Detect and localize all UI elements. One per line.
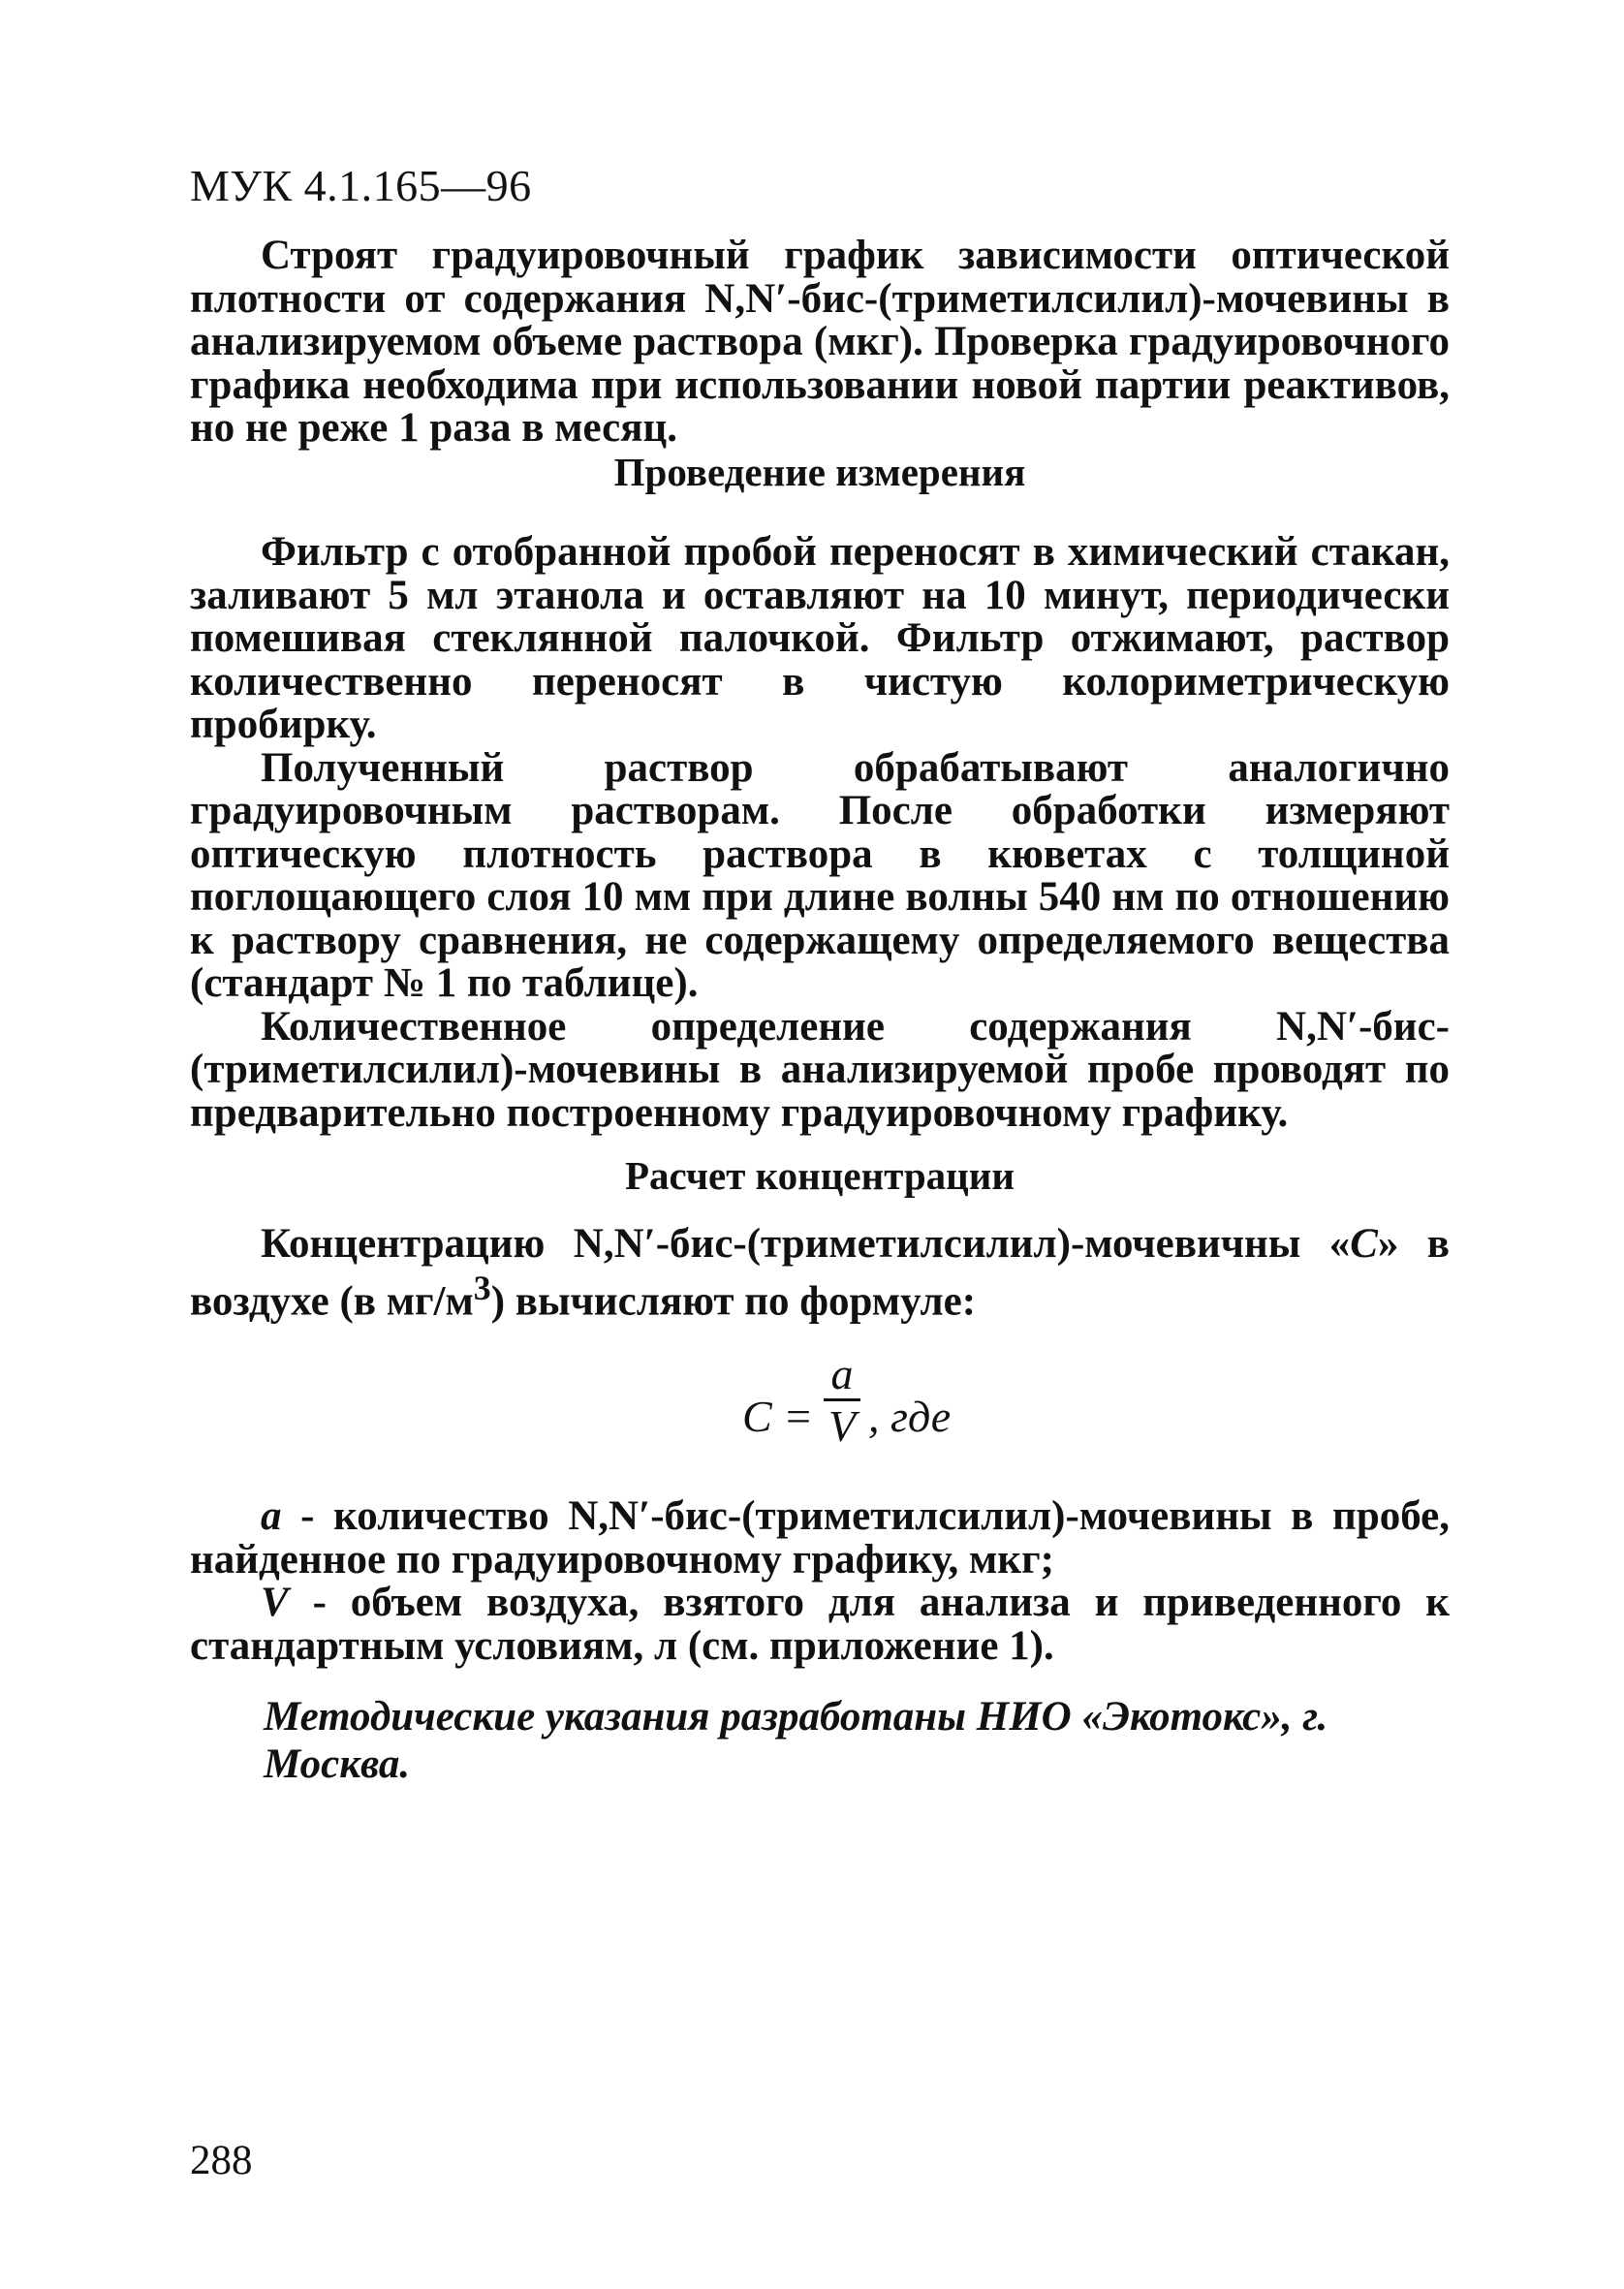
- concentration-symbol: С: [1350, 1221, 1378, 1267]
- formula-lhs: C =: [742, 1392, 814, 1441]
- concentration-formula: [190, 1349, 1450, 1458]
- variable-a-text: - количество N,N′-бис-(триметилсилил)-мочевины в пробе, найденное по градуировочному графику, мкг;: [190, 1493, 1450, 1583]
- formula-denominator: V: [828, 1401, 857, 1451]
- measurement-heading: Проведение измерения: [613, 450, 1026, 494]
- formula-fraction: [820, 1349, 864, 1451]
- formula-numerator: a: [830, 1349, 854, 1398]
- variable-a-symbol: a: [261, 1493, 282, 1539]
- calculation-paragraph: [190, 1223, 1450, 1323]
- calculation-text-end: ) вычисляют по формуле:: [490, 1277, 977, 1324]
- calculation-intro: [190, 1223, 1450, 1323]
- formula-tail: , где: [868, 1392, 952, 1441]
- measurement-section: [190, 448, 1450, 496]
- developer-note: Методические указания разработаны НИО «Экотокс», г. Москва.: [264, 1694, 1328, 1787]
- measurement-body: [190, 531, 1450, 1135]
- document-page: [190, 0, 1450, 2289]
- variables-section: [190, 1495, 1450, 1668]
- intro-paragraph: Строят градуировочный график зависимости оптической плотности от содержания N,N′-бис-(триметилсилил)-мочевины в анализируемом объеме раствора (мкг). Проверка градуировочного графика необходима при использовании новой партии реактивов, но не реже 1 раза в месяц.: [190, 233, 1450, 451]
- page-number: 288: [190, 2138, 253, 2183]
- measurement-paragraph-3: Количественное определение содержания N,N′-бис-(триметилсилил)-мочевины в анализируемой пробе проводят по предварительно построенному градуировочному графику.: [190, 1003, 1450, 1136]
- variable-a-definition: [190, 1495, 1450, 1582]
- document-code: МУК 4.1.165—96: [190, 161, 532, 210]
- intro-section: [190, 235, 1450, 451]
- measurement-paragraph-1: Фильтр с отобранной пробой переносят в химический стакан, заливают 5 мл этанола и оставляют на 10 минут, периодически помешивая стеклянной палочкой. Фильтр отжимают, раствор количественно переносят в чистую колориметрическую пробирку.: [190, 529, 1450, 747]
- calculation-section: [190, 1151, 1450, 1200]
- variable-v-text: - объем воздуха, взятого для анализа и приведенного к стандартным условиям, л (см. приложение 1).: [190, 1580, 1450, 1669]
- variable-v-symbol: V: [261, 1580, 289, 1625]
- variable-v-definition: [190, 1582, 1450, 1668]
- calculation-text-start: Концентрацию N,N′-бис-(триметилсилил)-мочевичны «: [261, 1221, 1351, 1267]
- calculation-text-mid: » в воздухе (в мг/м: [190, 1221, 1450, 1324]
- calculation-heading: Расчет концентрации: [624, 1153, 1015, 1198]
- measurement-paragraph-2: Полученный раствор обрабатывают аналогично градуировочным растворам. После обработки измеряют оптическую плотность раствора в кюветах с толщиной поглощающего слоя 10 мм при длине волны 540 нм по отношению к раствору сравнения, не содержащему определяемого вещества (стандарт № 1 по таблице).: [190, 744, 1450, 1006]
- unit-exponent: 3: [473, 1268, 491, 1307]
